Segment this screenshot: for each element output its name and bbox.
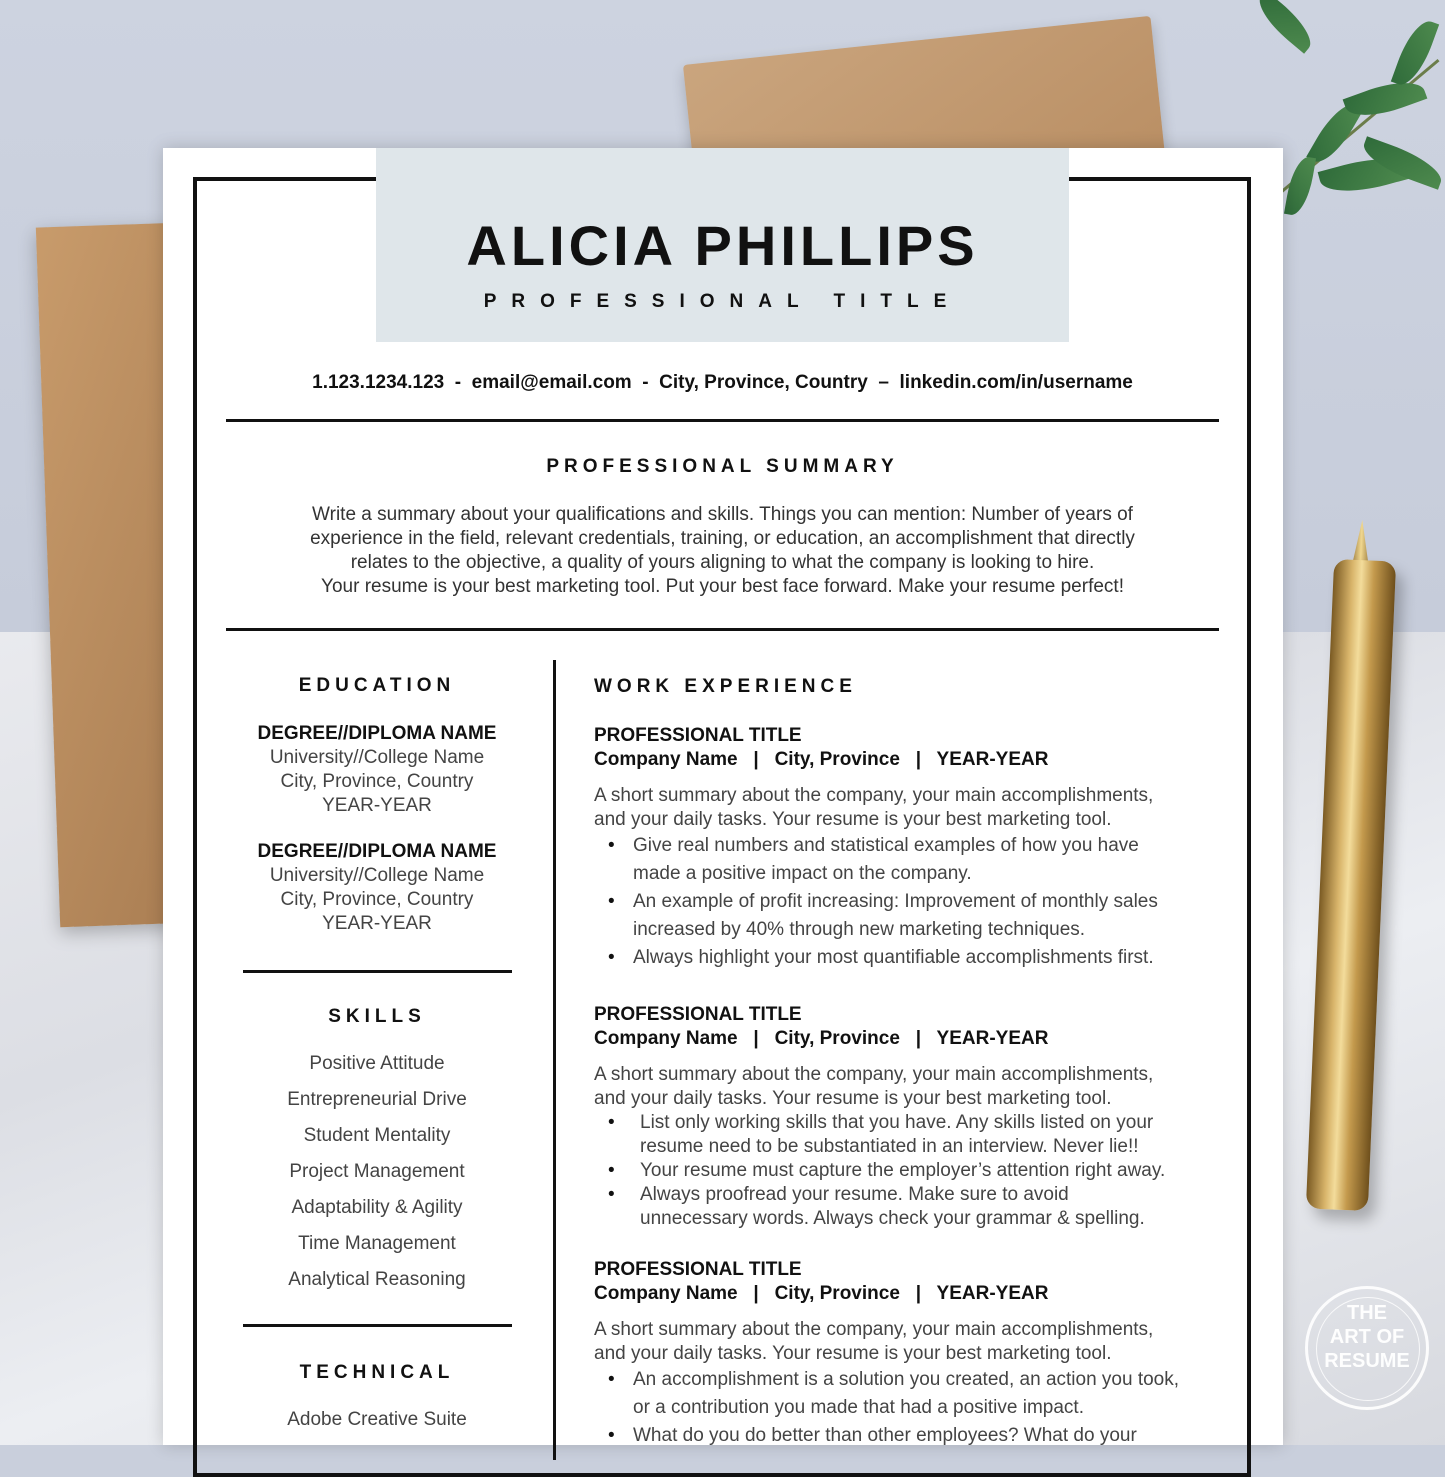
contact-line: 1.123.1234.123 - email@email.com - City, Province, Country – linkedin.com/in/username xyxy=(312,372,1133,393)
job-bullets xyxy=(594,1111,1219,1231)
education-list xyxy=(243,722,511,958)
technical-item: Adobe Creative Suite xyxy=(287,1409,467,1430)
job-summary: A short summary about the company, your main accomplishments, and your daily tasks. Your resume is your best marketing tool. xyxy=(594,785,1154,830)
job-title: PROFESSIONAL TITLE xyxy=(594,1259,802,1280)
skill-item: Time Management xyxy=(298,1233,456,1254)
divider xyxy=(226,628,1219,631)
summary-text: Write a summary about your qualifications and skills. Things you can mention: Number of years of experience in the field, relevant credentials, training, or education, an accomplishment that directly relates to the objective, a quality of yours aligning to what the company is looking to hire. Your resume is your best marketing tool. Put your best face forward. Make your resume perfect! xyxy=(310,504,1135,597)
technical-list xyxy=(243,1402,511,1438)
job-summary: A short summary about the company, your main accomplishments, and your daily tasks. Your resume is your best marketing tool. xyxy=(594,1319,1154,1364)
skill-item: Analytical Reasoning xyxy=(288,1269,466,1290)
technical-heading: TECHNICAL xyxy=(299,1362,455,1383)
bullet-item: • Always proofread your resume. Make sure to avoid unnecessary words. Always check your grammar & spelling. xyxy=(608,1183,1219,1231)
education-item: DEGREE//DIPLOMA NAME University//College Name City, Province, Country YEAR-YEAR xyxy=(257,723,497,816)
divider xyxy=(226,419,1219,422)
skills-list xyxy=(243,1046,511,1298)
column-divider xyxy=(553,660,556,1460)
bullet-item: • Always highlight your most quantifiable accomplishments first. xyxy=(608,944,1219,972)
job-bullets xyxy=(594,832,1219,972)
skill-item: Entrepreneurial Drive xyxy=(287,1089,467,1110)
skills-heading: SKILLS xyxy=(328,1006,426,1027)
job-meta: Company Name | City, Province | YEAR-YEAR xyxy=(594,749,1049,770)
bullet-item: • What do you do better than other employees? What do your xyxy=(608,1422,1219,1450)
job-summary: A short summary about the company, your main accomplishments, and your daily tasks. Your resume is your best marketing tool. xyxy=(594,1064,1154,1109)
professional-title: PROFESSIONAL TITLE xyxy=(483,291,962,312)
divider xyxy=(243,1324,512,1327)
job-title: PROFESSIONAL TITLE xyxy=(594,725,802,746)
bullet-item: • List only working skills that you have. Any skills listed on your resume need to be substantiated in an interview. Never lie!! xyxy=(608,1111,1219,1159)
candidate-name: ALICIA PHILLIPS xyxy=(466,214,979,277)
job-bullets xyxy=(594,1366,1219,1450)
summary-heading: PROFESSIONAL SUMMARY xyxy=(546,456,899,477)
education-item: DEGREE//DIPLOMA NAME University//College Name City, Province, Country YEAR-YEAR xyxy=(257,841,497,934)
art-of-resume-logo: THE ART OF RESUME xyxy=(1305,1286,1429,1410)
job-entry xyxy=(594,723,1219,972)
bullet-item: • An example of profit increasing: Improvement of monthly sales increased by 40% through new marketing techniques. xyxy=(608,888,1219,944)
divider xyxy=(243,970,512,973)
bullet-item: • Your resume must capture the employer’s attention right away. xyxy=(608,1159,1219,1183)
job-entry xyxy=(594,1257,1219,1450)
skill-item: Positive Attitude xyxy=(309,1053,445,1074)
bullet-item: • An accomplishment is a solution you created, an action you took, or a contribution you made that had a positive impact. xyxy=(608,1366,1219,1422)
education-heading: EDUCATION xyxy=(298,675,456,696)
bullet-item: • Give real numbers and statistical examples of how you have made a positive impact on the company. xyxy=(608,832,1219,888)
work-heading: WORK EXPERIENCE xyxy=(594,676,857,697)
skill-item: Student Mentality xyxy=(303,1125,451,1146)
job-meta: Company Name | City, Province | YEAR-YEAR xyxy=(594,1283,1049,1304)
skill-item: Adaptability & Agility xyxy=(291,1197,463,1218)
job-entry xyxy=(594,1002,1219,1231)
skill-item: Project Management xyxy=(289,1161,465,1182)
job-title: PROFESSIONAL TITLE xyxy=(594,1004,802,1025)
job-meta: Company Name | City, Province | YEAR-YEAR xyxy=(594,1028,1049,1049)
